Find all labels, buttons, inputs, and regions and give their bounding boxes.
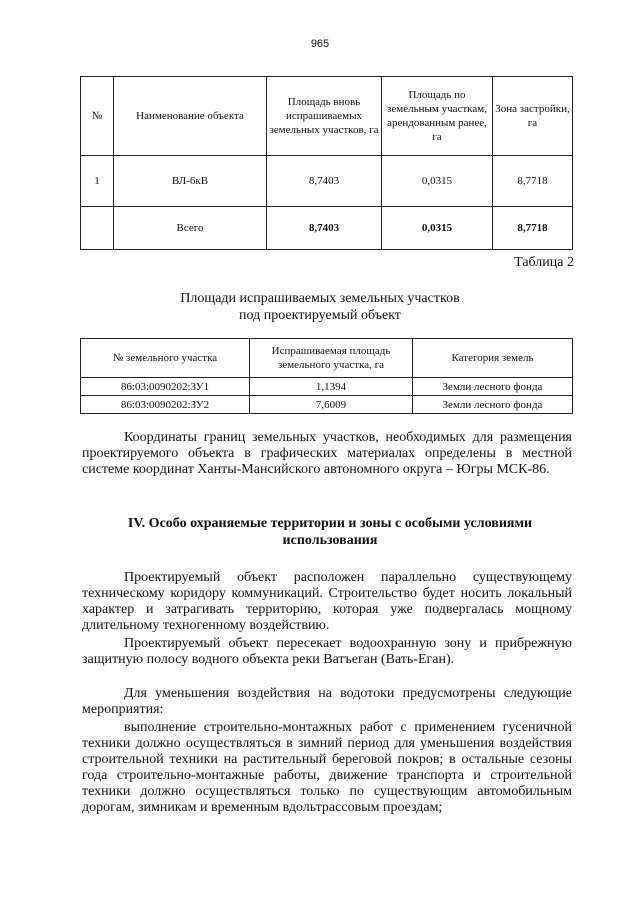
table2-title bbox=[0, 290, 640, 324]
cell-plot-number: 86:03:0090202:ЗУ1 bbox=[81, 378, 250, 396]
header-leased-area: Площадь по земельным участкам, арендованным ранее, га bbox=[382, 77, 493, 156]
table-row bbox=[81, 396, 573, 414]
header-plot-number: № земельного участка bbox=[81, 339, 250, 378]
header-number: № bbox=[81, 77, 114, 156]
cell-object-name: ВЛ-6кВ bbox=[114, 156, 267, 207]
table-row bbox=[81, 156, 573, 207]
plot-area-table bbox=[80, 338, 573, 414]
section-heading: IV. Особо охраняемые территории и зоны с особыми условиями использования bbox=[127, 516, 533, 548]
cell-total-build-zone: 8,7718 bbox=[493, 207, 573, 250]
cell-build-zone: 8,7718 bbox=[493, 156, 573, 207]
cell-total-new-area: 8,7403 bbox=[267, 207, 382, 250]
cell-requested-area: 7,6009 bbox=[250, 396, 413, 414]
cell-land-category: Земли лесного фонда bbox=[413, 396, 573, 414]
cell-total-label: Всего bbox=[114, 207, 267, 250]
table-row bbox=[81, 378, 573, 396]
land-area-table bbox=[80, 76, 573, 250]
table2-title-line1: Площади испрашиваемых земельных участков bbox=[180, 291, 460, 306]
header-land-category: Категория земель bbox=[413, 339, 573, 378]
header-new-area: Площадь вновь испрашиваемых земельных участков, га bbox=[267, 77, 382, 156]
cell-new-area: 8,7403 bbox=[267, 156, 382, 207]
table-header-row bbox=[81, 77, 573, 156]
cell-requested-area: 1,1394 bbox=[250, 378, 413, 396]
table2-caption: Таблица 2 bbox=[514, 255, 574, 270]
table-total-row bbox=[81, 207, 573, 250]
cell-number bbox=[81, 207, 114, 250]
table-header-row bbox=[81, 339, 573, 378]
paragraph-water-zone: Проектируемый объект пересекает водоохранную зону и прибрежную защитную полосу водного объекта реки Ватъеган (Вать-Еган). bbox=[82, 636, 572, 667]
table2-title-line2: под проектируемый объект bbox=[239, 308, 401, 323]
cell-plot-number: 86:03:0090202:ЗУ2 bbox=[81, 396, 250, 414]
cell-leased-area: 0,0315 bbox=[382, 156, 493, 207]
cell-total-leased-area: 0,0315 bbox=[382, 207, 493, 250]
cell-number: 1 bbox=[81, 156, 114, 207]
coordinates-paragraph: Координаты границ земельных участков, необходимых для размещения проектируемого объекта в графических материалах определены в местной системе координат Ханты-Мансийского автономного округа – Югры МСК-86. bbox=[82, 430, 572, 477]
paragraph-location: Проектируемый объект расположен параллельно существующему техническому коридору коммуникаций. Строительство будет носить локальный характер и затрагивать территорию, которая уже подвергалась мощному длительному техногенному воздействию. bbox=[82, 570, 572, 633]
paragraph-measures-intro: Для уменьшения воздействия на водотоки предусмотрены следующие мероприятия: bbox=[82, 686, 572, 717]
header-requested-area: Испрашиваемая площадь земельного участка, га bbox=[250, 339, 413, 378]
header-object-name: Наименование объекта bbox=[114, 77, 267, 156]
cell-land-category: Земли лесного фонда bbox=[413, 378, 573, 396]
paragraph-construction-measures: выполнение строительно-монтажных работ с применением гусеничной техники должно осуществляться в зимний период для уменьшения воздействия строительной техники на растительный береговой покров; в остальные сезоны года строительно-монтажные работы, движение транспорта и строительной техники должно осуществляться только по существующим автомобильным дорогам, зимникам и временным вдольтрассовым проездам; bbox=[82, 720, 572, 815]
page-number: 965 bbox=[310, 38, 330, 50]
header-build-zone: Зона застройки, га bbox=[493, 77, 573, 156]
